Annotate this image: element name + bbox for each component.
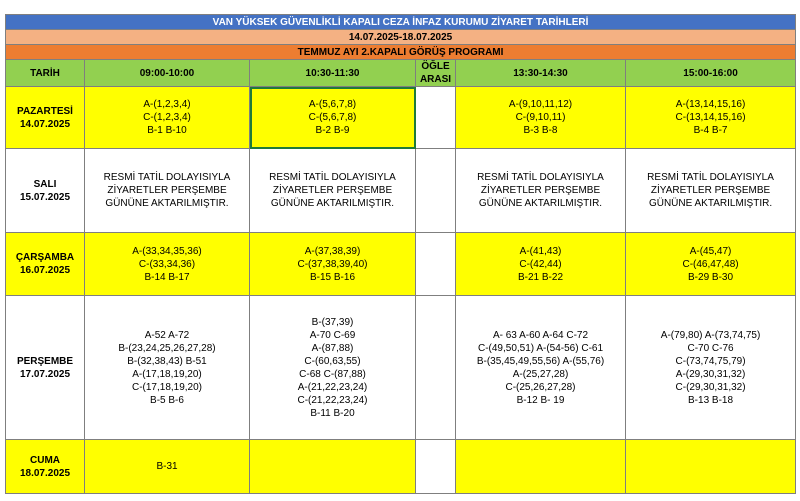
visit-group-line: B-(32,38,43) B-51 (127, 355, 207, 367)
visit-group-line: C-(37,38,39,40) (297, 258, 368, 270)
visit-group-line: C-(9,10,11) (515, 112, 566, 123)
slot-cell[interactable] (456, 233, 626, 296)
visit-group-line: B-1 B-10 (147, 125, 187, 136)
day-cell[interactable] (6, 233, 85, 296)
slot-cell[interactable] (250, 296, 416, 440)
visit-group-line: A-(41,43) (519, 245, 562, 257)
visit-group-line: B-(35,45,49,55,56) A-(55,76) (476, 355, 605, 367)
visit-group-line: A-(25,27,28) (512, 368, 569, 380)
visit-group-line: A-(1,2,3,4) (143, 99, 191, 110)
slot-cell[interactable] (626, 440, 796, 494)
schedule-row (6, 233, 796, 296)
header-slot-4[interactable]: 15:00-16:00 (626, 60, 796, 87)
slot-cell[interactable] (85, 440, 250, 494)
day-name: CUMA (30, 454, 60, 466)
slot-cell[interactable] (250, 87, 416, 149)
visit-group-line: A-(37,38,39) (304, 245, 361, 257)
visit-group-line: C-(33,34,36) (138, 258, 196, 270)
slot-cell[interactable] (626, 87, 796, 149)
visit-group-line: B-13 B-18 (688, 394, 734, 406)
visit-group-line: C-(21,22,23,24) (297, 394, 368, 406)
day-cell[interactable] (6, 440, 85, 494)
header-slot-3[interactable]: 13:30-14:30 (456, 60, 626, 87)
slot-cell[interactable] (626, 149, 796, 233)
visit-group-line: C-(25,26,27,28) (505, 381, 576, 393)
visit-group-line: A-(33,34,35,36) (132, 245, 202, 257)
noon-break-cell[interactable] (416, 233, 456, 296)
header-slot-2[interactable]: 10:30-11:30 (250, 60, 416, 87)
visit-group-line: B-14 B-17 (144, 271, 190, 283)
header-date[interactable]: TARİH (6, 60, 85, 87)
visit-group-line: C-68 C-(87,88) (299, 368, 366, 380)
visit-group-line: C-(49,50,51) A-(54-56) C-61 (477, 342, 604, 354)
day-cell[interactable] (6, 149, 85, 233)
noon-break-cell[interactable] (416, 149, 456, 233)
slot-cell[interactable] (456, 87, 626, 149)
visit-group-line: B-11 B-20 (310, 407, 355, 419)
visit-group-line: C-(42,44) (519, 258, 562, 270)
slot-cell[interactable] (250, 440, 416, 494)
visit-group-line: RESMİ TATİL DOLAYISIYLA (647, 172, 774, 183)
visit-group-line: C-(29,30,31,32) (675, 381, 746, 393)
visit-group-line: GÜNÜNE AKTARILMIŞTIR. (648, 198, 773, 209)
day-date: 15.07.2025 (19, 191, 71, 203)
visit-group-line: ZİYARETLER PERŞEMBE (107, 185, 227, 196)
visit-group-line: C-(60,63,55) (304, 355, 361, 367)
day-name: PERŞEMBE (16, 355, 74, 367)
visit-group-line: A-(87,88) (311, 342, 354, 354)
header-slot-1[interactable]: 09:00-10:00 (85, 60, 250, 87)
visit-group-line: B-15 B-16 (309, 271, 356, 283)
visit-group-line: C-70 C-76 (687, 342, 734, 354)
noon-break-cell[interactable] (416, 87, 456, 149)
visit-group-line: A-(45,47) (689, 245, 732, 257)
noon-line-2: ARASI (419, 74, 452, 85)
day-name: PAZARTESİ (17, 105, 73, 117)
schedule-row (6, 440, 796, 494)
slot-cell[interactable] (456, 296, 626, 440)
visit-group-line: RESMİ TATİL DOLAYISIYLA (477, 172, 604, 183)
schedule-row (6, 296, 796, 440)
visit-group-line: A-(9,10,11,12) (508, 99, 573, 110)
visit-group-line: A-52 A-72 (144, 329, 190, 341)
day-cell[interactable] (6, 87, 85, 149)
day-date: 17.07.2025 (19, 368, 71, 380)
visit-group-line: B-3 B-8 (523, 125, 558, 136)
slot-cell[interactable] (456, 440, 626, 494)
visit-group-line: C-(73,74,75,79) (675, 355, 746, 367)
visit-group-line: ZİYARETLER PERŞEMBE (272, 185, 393, 196)
day-name: ÇARŞAMBA (15, 252, 75, 263)
slot-cell[interactable] (85, 149, 250, 233)
visit-group-line: A-(29,30,31,32) (675, 368, 746, 380)
day-date: 14.07.2025 (19, 118, 71, 130)
slot-cell[interactable] (85, 296, 250, 440)
slot-cell[interactable] (250, 233, 416, 296)
visit-group-line: A-(13,14,15,16) (675, 99, 746, 110)
visit-group-line: GÜNÜNE AKTARILMIŞTIR. (105, 198, 229, 209)
slot-cell[interactable] (626, 296, 796, 440)
visit-group-line: RESMİ TATİL DOLAYISIYLA (103, 172, 231, 183)
program-title[interactable]: TEMMUZ AYI 2.KAPALI GÖRÜŞ PROGRAMI (6, 45, 796, 60)
visit-group-line: B-29 B-30 (688, 271, 734, 283)
visit-group-line: A-(21,22,23,24) (297, 381, 368, 393)
slot-cell[interactable] (85, 87, 250, 149)
visit-group-line: A-(17,18,19,20) (132, 368, 202, 380)
visit-group-line: ZİYARETLER PERŞEMBE (650, 185, 771, 196)
visit-group-line: C-(13,14,15,16) (675, 112, 746, 123)
schedule-row (6, 87, 796, 149)
slot-cell[interactable] (85, 233, 250, 296)
visit-group-line: GÜNÜNE AKTARILMIŞTIR. (270, 198, 395, 209)
visit-group-line: B-(23,24,25,26,27,28) (118, 342, 216, 354)
day-date: 18.07.2025 (19, 467, 71, 479)
visit-schedule-table (5, 14, 796, 494)
schedule-row (6, 149, 796, 233)
visit-group-line: B-(37,39) (311, 316, 354, 328)
visit-group-line: RESMİ TATİL DOLAYISIYLA (269, 172, 396, 183)
visit-group-line: ZİYARETLER PERŞEMBE (480, 185, 601, 196)
slot-cell[interactable] (456, 149, 626, 233)
visit-group-line: B-4 B-7 (693, 125, 728, 136)
day-cell[interactable] (6, 296, 85, 440)
visit-group-line: B-21 B-22 (517, 271, 564, 283)
visit-group-line: B-2 B-9 (315, 125, 350, 136)
visit-group-line: C-(46,47,48) (682, 258, 739, 270)
visit-group-line: A- 63 A-60 A-64 C-72 (492, 329, 589, 341)
date-range[interactable]: 14.07.2025-18.07.2025 (6, 30, 796, 45)
visit-group-line: C-(17,18,19,20) (131, 381, 203, 393)
visit-group-line: A-70 C-69 (309, 329, 356, 341)
visit-group-line: C-(5,6,7,8) (308, 112, 357, 123)
day-name: SALI (33, 178, 57, 190)
slot-cell[interactable] (250, 149, 416, 233)
header-noon-break[interactable] (416, 60, 456, 87)
noon-line-1: ÖĞLE (421, 61, 450, 72)
sheet-title[interactable]: VAN YÜKSEK GÜVENLİKLİ KAPALI CEZA İNFAZ KURUMU ZİYARET TARİHLERİ (6, 15, 796, 30)
visit-group-line: C-(1,2,3,4) (143, 112, 191, 123)
slot-cell[interactable] (626, 233, 796, 296)
noon-break-cell[interactable] (416, 296, 456, 440)
noon-break-cell[interactable] (416, 440, 456, 494)
visit-group-line: GÜNÜNE AKTARILMIŞTIR. (478, 198, 603, 209)
visit-group-line: B-5 B-6 (150, 394, 184, 406)
visit-group-line: B-31 (156, 461, 178, 472)
day-date: 16.07.2025 (19, 265, 71, 276)
visit-group-line: A-(79,80) A-(73,74,75) (660, 329, 761, 341)
visit-group-line: A-(5,6,7,8) (308, 99, 357, 110)
visit-group-line: B-12 B- 19 (516, 394, 565, 406)
